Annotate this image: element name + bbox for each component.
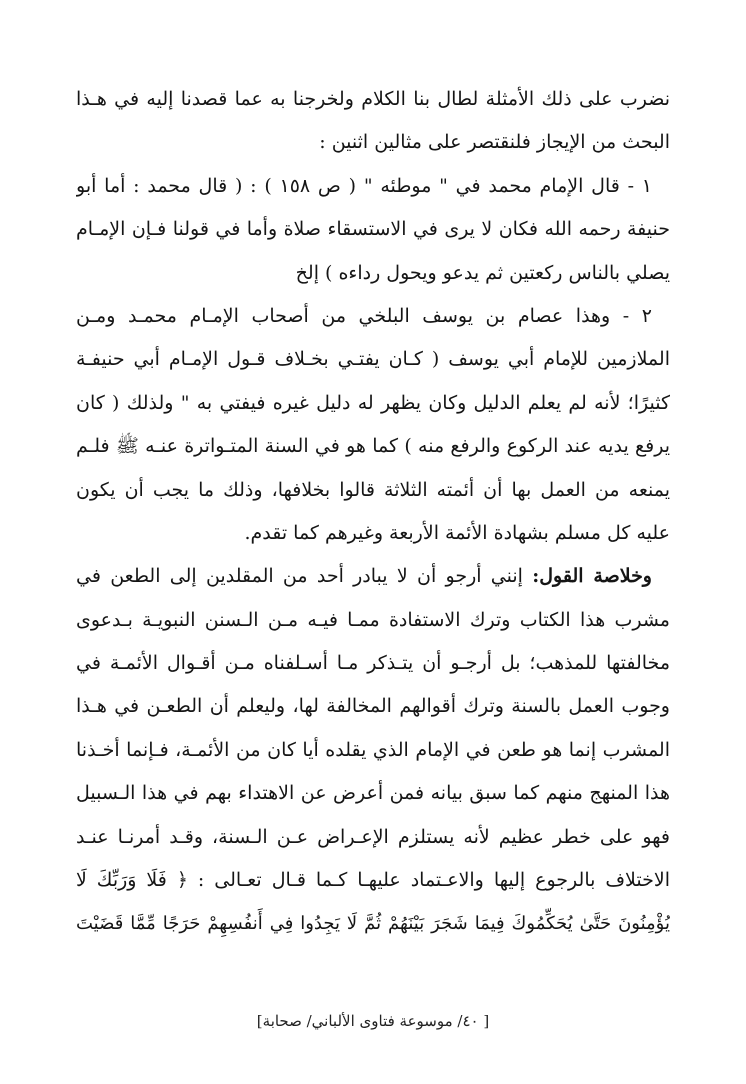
text-line-17: هذا المنهج منهم كما سبق بيانه فمن أعرض عن الاهتداء بهم في هذا الـسبيل	[76, 782, 670, 805]
section-lead: وخلاصة القول:	[532, 565, 652, 588]
footer-text: [ ٤٠/ موسوعة فتاوى الألباني/ صحابة]	[256, 1012, 490, 1030]
text-line-12: وخلاصة القول: إنني أرجو أن لا يبادر أحد من المقلدين إلى الطعن في	[76, 565, 652, 588]
text-line-2: البحث من الإيجاز فلنقتصر على مثالين اثنين :	[319, 131, 670, 154]
text-line-19: الاختلاف بالرجوع إليها والاعـتماد عليهـا كـما قـال تعـالى : ﴿ فَلَا وَرَبِّكَ لَا	[76, 869, 670, 892]
text-line-9: يرفع يديه عند الركوع والرفع منه ) كما هو في السنة المتـواترة عنـه ﷺ فلـم	[76, 435, 670, 458]
quran-verse-line: يُؤْمِنُونَ حَتَّىٰ يُحَكِّمُوكَ فِيمَا شَجَرَ بَيْنَهُمْ ثُمَّ لَا يَجِدُوا فِي أَنفُسِهِمْ حَرَجًا مِّمَّا قَضَيْتَ	[76, 913, 670, 935]
text-line-10: يمنعه من العمل بها أن أئمته الثلاثة قالوا بخلافها، وذلك ما يجب أن يكون	[76, 478, 670, 501]
text-line-3: ١ - قال الإمام محمد في " موطئه " ( ص ١٥٨ ) : ( قال محمد : أما أبو	[76, 174, 653, 197]
text-line-11: عليه كل مسلم بشهادة الأئمة الأربعة وغيرهم كما تقدم.	[244, 521, 670, 544]
text-line-15: وجوب العمل بالسنة وترك أقوالهم المخالفة لها، وليعلم أن الطعـن في هـذا	[76, 695, 670, 718]
text-line-13: مشرب هذا الكتاب وترك الاستفادة ممـا فيـه مـن الـسنن النبويـة بـدعوى	[76, 608, 670, 631]
text-line-5: يصلي بالناس ركعتين ثم يدعو ويحول رداءه ) إلخ	[295, 261, 670, 284]
text-line-7: الملازمين للإمام أبي يوسف ( كـان يفتـي بخـلاف قـول الإمـام أبي حنيفـة	[76, 348, 670, 371]
page-footer	[0, 1012, 746, 1030]
text-line-1: نضرب على ذلك الأمثلة لطال بنا الكلام ولخرجنا به عما قصدنا إليه في هـذا	[76, 88, 670, 110]
text-line-8: كثيرًا؛ لأنه لم يعلم الدليل وكان يظهر له دليل غيره فيفتي به " ولذلك ( كان	[76, 391, 670, 414]
text-line-4: حنيفة رحمه الله فكان لا يرى في الاستسقاء صلاة وأما في قولنا فـإن الإمـام	[76, 218, 670, 241]
text-line-18: فهو على خطر عظيم لأنه يستلزم الإعـراض عـن الـسنة، وقـد أمرنـا عنـد	[76, 825, 670, 848]
text-line-14: مخالفتها للمذهب؛ بل أرجـو أن يتـذكر مـا أسـلفناه مـن أقـوال الأئمـة في	[76, 652, 670, 675]
text-line-16: المشرب إنما هو طعن في الإمام الذي يقلده أيا كان من الأئمـة، فـإنما أخـذنا	[76, 738, 670, 761]
text-line-6: ٢ - وهذا عصام بن يوسف البلخي من أصحاب الإمـام محمـد ومـن	[76, 304, 652, 327]
body-text	[76, 78, 670, 946]
